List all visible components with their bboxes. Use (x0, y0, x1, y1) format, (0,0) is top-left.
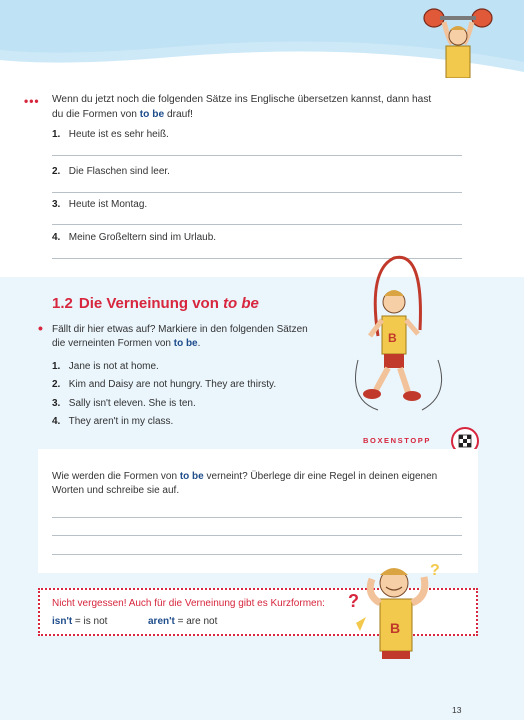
task-bullet: • (38, 320, 43, 336)
to-be-highlight: to be (179, 471, 204, 482)
svg-text:B: B (390, 620, 401, 636)
svg-text:?: ? (348, 591, 359, 611)
reminder-title: Nicht vergessen! Auch für die Verneinung gibt es Kurzformen: (52, 598, 325, 609)
boxenstopp-label: BOXENSTOPP (363, 436, 431, 445)
exercise-item: 3. Heute ist Montag. (52, 199, 148, 210)
boxenstopp-question: Wie werden die Formen von to be verneint? Überlege dir eine Regel in deinen eigenen Worten und schreibe sie auf. (52, 471, 438, 496)
svg-text:?: ? (430, 562, 440, 579)
sentence-item[interactable]: 4. They aren't in my class. (52, 416, 174, 427)
section-heading: 1.2 Die Verneinung von to be (52, 295, 259, 312)
answer-line[interactable] (52, 192, 462, 193)
to-be-highlight: to be (139, 109, 165, 120)
page-number: 13 (452, 705, 462, 715)
confused-boy-illustration (342, 555, 452, 659)
sentence-item[interactable]: 1. Jane is not at home. (52, 361, 159, 372)
exercise-item: 2. Die Flaschen sind leer. (52, 166, 170, 177)
answer-line[interactable] (52, 517, 462, 518)
exercise-item: 1. Heute ist es sehr heiß. (52, 129, 169, 140)
weightlifter-illustration (418, 4, 498, 78)
svg-text:B: B (388, 331, 397, 345)
sentence-item[interactable]: 3. Sally isn't eleven. She is ten. (52, 398, 196, 409)
jump-rope-illustration (338, 250, 456, 420)
intro-instruction: Wenn du jetzt noch die folgenden Sätze ins Englische übersetzen kannst, dann hast du die Formen von to be drauf! (52, 94, 432, 120)
task-instruction: Fällt dir hier etwas auf? Markiere in den folgenden Sätzen die verneinten Formen von to be. (52, 324, 308, 349)
sentence-item[interactable]: 2. Kim and Daisy are not hungry. They are thirsty. (52, 379, 277, 390)
answer-line[interactable] (52, 535, 462, 536)
answer-line[interactable] (52, 155, 462, 156)
short-form-isnt: isn't = is not (52, 616, 108, 627)
to-be-highlight: to be (173, 338, 198, 349)
intro-bullet: ••• (24, 94, 40, 108)
short-form-arent: aren't = are not (148, 616, 218, 627)
answer-line[interactable] (52, 224, 462, 225)
exercise-item: 4. Meine Großeltern sind im Urlaub. (52, 232, 217, 243)
